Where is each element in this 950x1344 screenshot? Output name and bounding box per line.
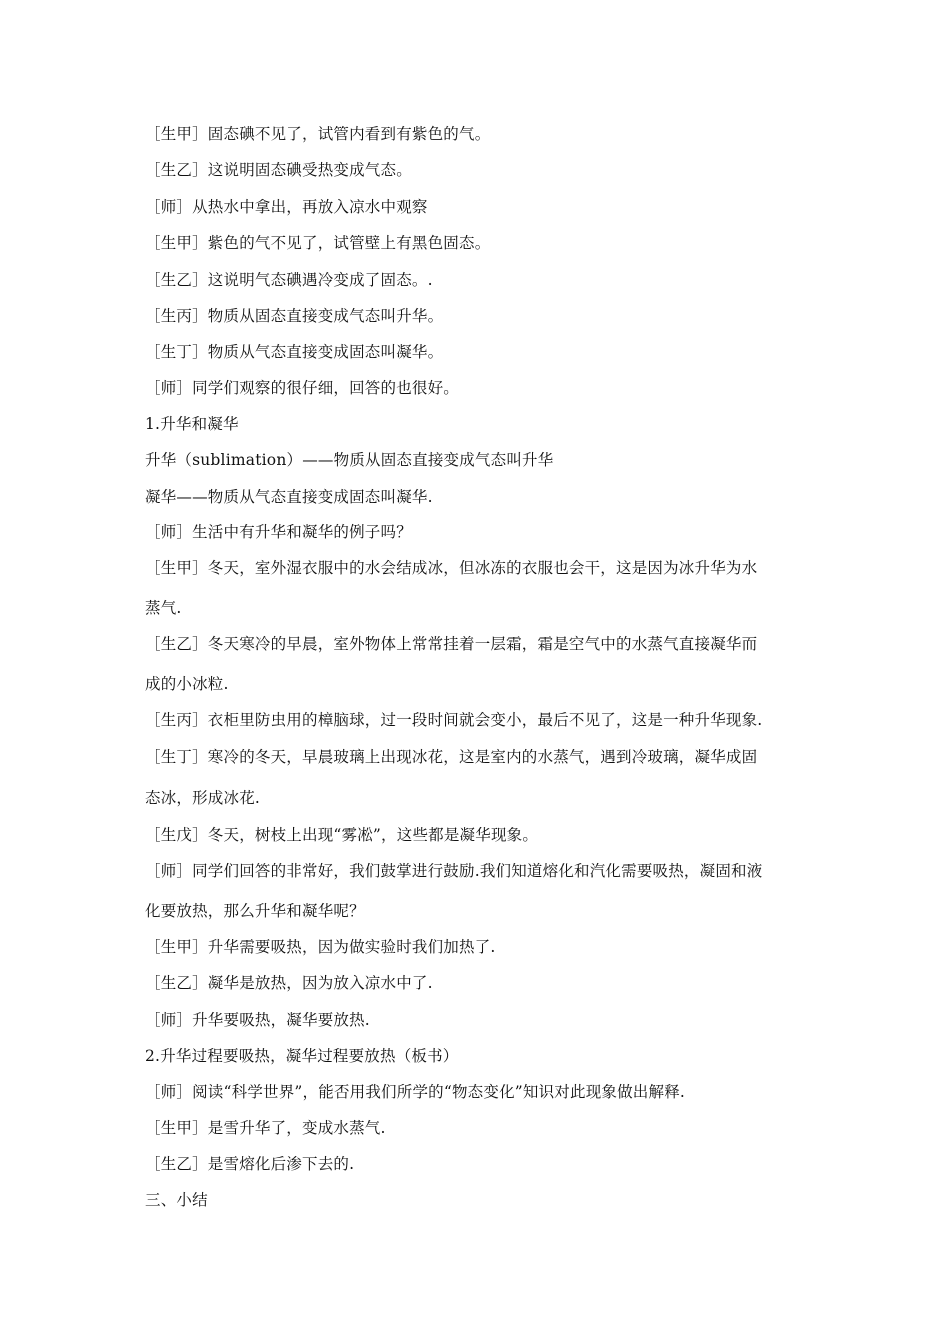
text-line: 蒸气. xyxy=(145,599,182,617)
section-heading: 1.升华和凝华 xyxy=(145,415,239,433)
text-line: 成的小冰粒. xyxy=(145,675,229,693)
text-line: ［师］升华要吸热，凝华要放热. xyxy=(145,1011,370,1029)
text-line: ［生甲］是雪升华了，变成水蒸气. xyxy=(145,1119,386,1137)
text-line: ［师］同学们回答的非常好，我们鼓掌进行鼓励.我们知道熔化和汽化需要吸热，凝固和液 xyxy=(145,862,763,880)
text-line: ［生乙］是雪熔化后渗下去的. xyxy=(145,1155,355,1173)
text-line: ［师］阅读“科学世界”，能否用我们所学的“物态变化”知识对此现象做出解释. xyxy=(145,1083,686,1101)
definition-line: 凝华——物质从气态直接变成固态叫凝华. xyxy=(145,488,433,506)
text-line: 态冰，形成冰花. xyxy=(145,789,261,807)
text-line: ［生乙］这说明气态碘遇冷变成了固态。. xyxy=(145,271,433,289)
text-line: ［生丙］衣柜里防虫用的樟脑球，过一段时间就会变小，最后不见了，这是一种升华现象. xyxy=(145,711,763,729)
text-line: ［生丙］物质从固态直接变成气态叫升华。 xyxy=(145,307,444,325)
text-line: ［生乙］冬天寒冷的早晨，室外物体上常常挂着一层霜，霜是空气中的水蒸气直接凝华而 xyxy=(145,635,758,653)
section-heading: 2.升华过程要吸热，凝华过程要放热（板书） xyxy=(145,1047,459,1065)
definition-line: 升华（sublimation）——物质从固态直接变成气态叫升华 xyxy=(145,451,554,469)
text-line: ［生戊］冬天，树枝上出现“雾凇”，这些都是凝华现象。 xyxy=(145,826,539,844)
text-line: ［生甲］升华需要吸热，因为做实验时我们加热了. xyxy=(145,938,496,956)
text-line: ［师］生活中有升华和凝华的例子吗？ xyxy=(145,523,412,541)
text-line: ［生乙］这说明固态碘受热变成气态。 xyxy=(145,161,412,179)
text-line: ［生乙］凝华是放热，因为放入凉水中了. xyxy=(145,974,433,992)
section-heading: 三、小结 xyxy=(145,1191,208,1209)
text-line: ［生丁］物质从气态直接变成固态叫凝华。 xyxy=(145,343,444,361)
text-line: ［生甲］紫色的气不见了，试管壁上有黑色固态。 xyxy=(145,234,491,252)
text-line: ［师］同学们观察的很仔细，回答的也很好。 xyxy=(145,379,460,397)
text-line: ［生甲］冬天，室外湿衣服中的水会结成冰，但冰冻的衣服也会干，这是因为冰升华为水 xyxy=(145,559,758,577)
text-line: 化要放热，那么升华和凝华呢？ xyxy=(145,902,365,920)
text-line: ［生甲］固态碘不见了，试管内看到有紫色的气。 xyxy=(145,125,491,143)
text-line: ［师］从热水中拿出，再放入凉水中观察 xyxy=(145,198,428,216)
text-line: ［生丁］寒冷的冬天，早晨玻璃上出现冰花，这是室内的水蒸气，遇到冷玻璃，凝华成固 xyxy=(145,748,758,766)
